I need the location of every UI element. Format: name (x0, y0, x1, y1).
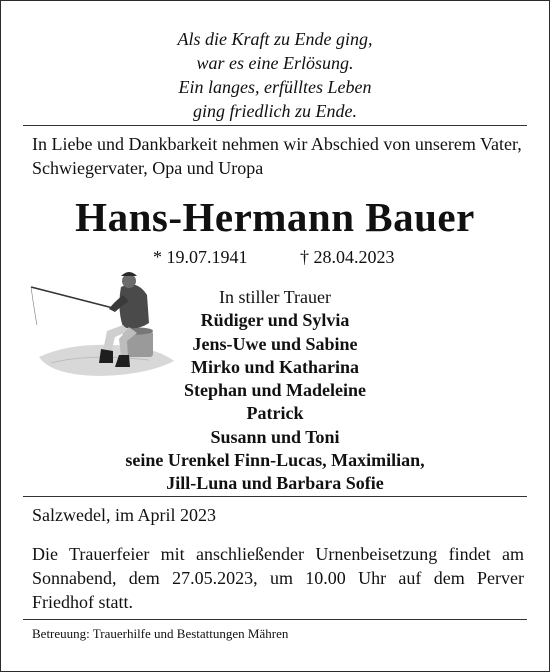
mourner-7: seine Urenkel Finn-Lucas, Maximilian, (125, 450, 425, 471)
poem-line-2: war es eine Erlösung. (196, 53, 354, 73)
funeral-info: Die Trauerfeier mit anschließender Urnenbeisetzung findet am Sonnabend, dem 27.05.2023, um 10.00 Uhr auf dem Perver Friedhof statt. (32, 544, 524, 612)
birth-date: * 19.07.1941 (153, 247, 248, 267)
divider-bottom (23, 619, 527, 620)
divider-top (23, 125, 527, 126)
mourners-intro: In stiller Trauer (219, 287, 331, 307)
poem-line-4: ging friedlich zu Ende. (193, 101, 357, 121)
deceased-name: Hans-Hermann Bauer (75, 194, 475, 240)
place-date: Salzwedel, im April 2023 (32, 505, 216, 525)
mourner-1: Rüdiger und Sylvia (200, 310, 350, 331)
mourner-5: Patrick (246, 403, 304, 424)
mourner-6: Susann und Toni (210, 426, 340, 447)
mourner-8: Jill-Luna und Barbara Sofie (166, 473, 384, 494)
mourner-4: Stephan und Madeleine (183, 380, 367, 401)
service-credit: Betreuung: Trauerhilfe und Bestattungen Mähren (32, 626, 289, 641)
poem (1, 27, 549, 123)
poem-line-1: Als die Kraft zu Ende ging, (177, 29, 373, 49)
mourner-2: Jens-Uwe und Sabine (192, 333, 358, 354)
mourner-3: Mirko und Katharina (190, 356, 360, 377)
divider-middle (23, 496, 527, 497)
poem-line-3: Ein langes, erfülltes Leben (178, 77, 372, 97)
mourners-block (1, 286, 549, 496)
death-date: † 28.04.2023 (300, 247, 395, 267)
intro-text: In Liebe und Dankbarkeit nehmen wir Abschied von unserem Vater, Schwiegervater, Opa und Uropa (32, 134, 522, 178)
